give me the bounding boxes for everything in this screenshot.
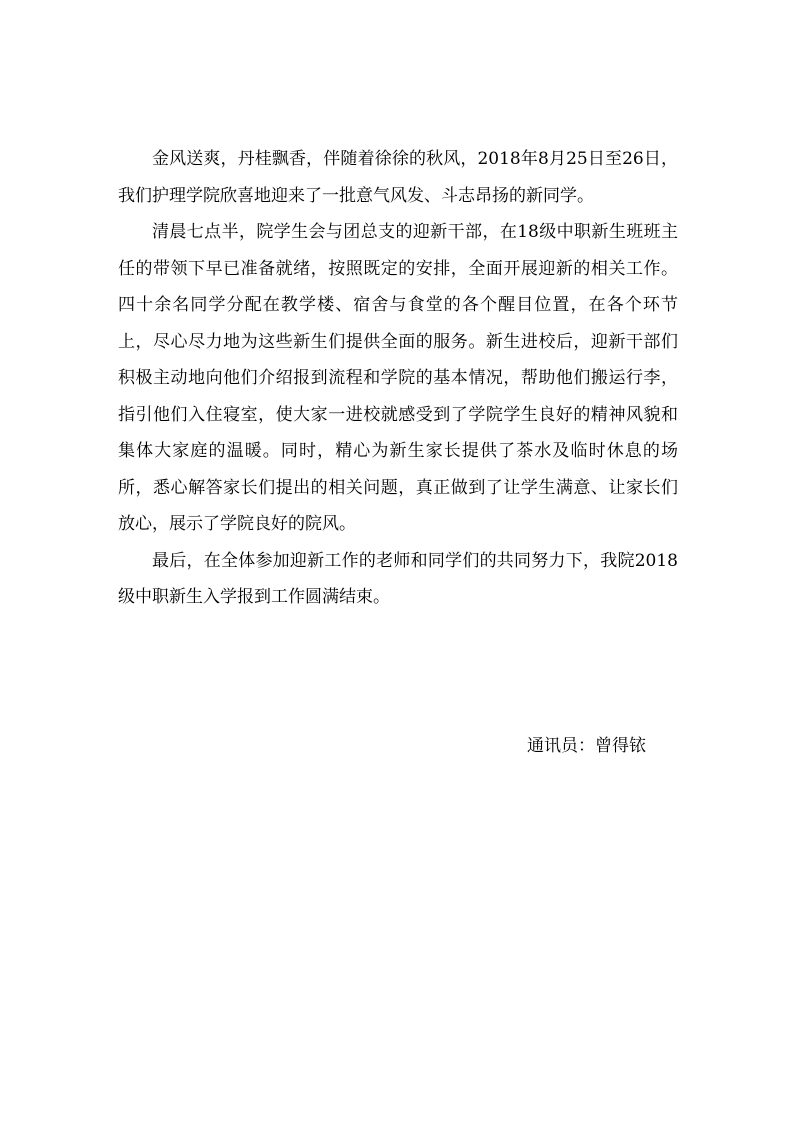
paragraph-conclusion: 最后，在全体参加迎新工作的老师和同学们的共同努力下，我院2018级中职新生入学报到工作圆满结束。 [118,550,678,607]
paragraph-welcome: 金风送爽，丹桂飘香，伴随着徐徐的秋风，2018年8月25日至26日，我们护理学院欣喜地迎来了一批意气风发、斗志昂扬的新同学。 [118,149,678,206]
article-body [118,141,678,616]
correspondent-signature: 通讯员：曾得铱 [527,736,646,756]
paragraph-activities: 清晨七点半，院学生会与团总支的迎新干部，在18级中职新生班班主任的带领下早已准备就绪，按照既定的安排，全面开展迎新的相关工作。四十余名同学分配在教学楼、宿舍与食堂的各个醒目位置，在各个环节上，尽心尽力地为这些新生们提供全面的服务。新生进校后，迎新干部们积极主动地向他们介绍报到流程和学院的基本情况，帮助他们搬运行李，指引他们入住寝室，使大家一进校就感受到了学院学生良好的精神风貌和集体大家庭的温暖。同时，精心为新生家长提供了茶水及临时休息的场所，悉心解答家长们提出的相关问题，真正做到了让学生满意、让家长们放心，展示了学院良好的院风。 [118,222,678,534]
